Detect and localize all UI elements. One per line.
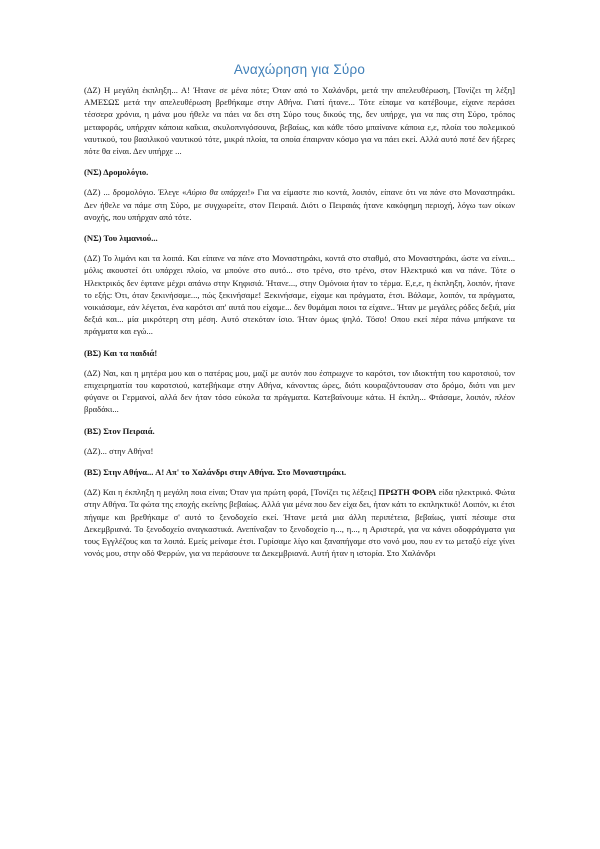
document-body [84,62,515,569]
speaker-line-2: (ΝΣ) Δρομολόγιο. [84,167,149,178]
speaker-line-3: (ΝΣ) Του λιμανιού... [84,233,158,244]
paragraph-6-text-a: (ΔΖ) Και η έκπληξη η μεγάλη ποια είναι; Όταν για πρώτη φορά, [Τονίζει τις λέξεις] [84,487,379,498]
paragraph-2-text-a: (ΔΖ) ... δρομολόγιο. Έλεγε « [84,187,187,198]
paragraph-2 [84,186,515,223]
speaker-line-4: (ΒΣ) Και τα παιδιά! [84,347,158,358]
paragraph-2-text-c: !» Για να είμαστε πιο κοντά, λοιπόν, είπανε ότι να πάνε στο Μοναστηράκι. Δεν ήθελε να πάμε στη Σύρο, με συγχωρείτε, στον Πειραιά. Διότι ο Πειραιάς ήτανε κακόφημη περιοχή, λόγω των οίκων ανοχής, που υπήρχαν από τότε. [84,187,515,222]
paragraph-5: (ΔΖ)... στην Αθήνα! [84,445,154,456]
paragraph-4: (ΔΖ) Ναι, και η μητέρα μου και ο πατέρας μου, μαζί με αυτόν που έσπρωχνε το καρότσι, τον ιδιοκτήτη του καροτσιού, τον επιχειρηματία του καροτσιού, κατεβήκαμε στην Αθήνα, κάνοντας ώρες, διότι κουραζόντουσαν στο δρόμο, διότι ναι μεν φύγανε οι Γερμανοί, αλλά δεν ήταν τόσο εύκολα τα πράγματα. Κατεβαίνουμε κάτω. Η έκπλη... Φτάσαμε, λοιπόν, πλέον βραδάκι... [84,367,515,415]
paragraph-2-italic: Αύριο θα υπάρχει [186,187,248,198]
paragraph-6-emphasis: ΠΡΩΤΗ ΦΟΡΑ [378,487,437,498]
paragraph-3: (ΔΖ) Το λιμάνι και τα λοιπά. Και είπανε να πάνε στο Μοναστηράκι, κοντά στο σταθμό, στο Μοναστηράκι, ώστε να είναι... μόλις ακουστεί ότι υπάρχει πλοίο, να μπούνε στο αυτό... στο τρένο, στο τρένο, στον Ηλεκτρικό και να πάνε. Τότε ο Ηλεκτρικός δεν έφτανε μέχρι απάνω στην Κηφισιά. Ήτανε..., στην Ομόνοια ήταν το τέρμα. Ε,ε,ε, η έκπληξη, λοιπόν, ήτανε το εξής: Ότι, όταν ξεκινήσαμε..., πώς ξεκινήσαμε! Ξεκινήσαμε, είχαμε και πράγματα, έτσι. Βάλαμε, λοιπόν, τα πράγματα, νοικιάσαμε, εάν λέγεται, ένα καρότσι απ' αυτά που είχαμε... δεν θυμάμαι ποιοι τα είχανε.. Ήταν με μεγάλες ρόδες δεξιά, μία δεξιά και... μία μικρότερη στη μέση. Αυτό στεκόταν ίσιο. Ήταν όμως ψηλό. Τόσο! Οπου εκεί πέρα πάνω μπήκανε τα πράγματα και εγώ... [84,253,515,337]
paragraph-6-text-c: είδα ηλεκτρικό. Φώτα στην Αθήνα. Τα φώτα της εποχής εκείνης βεβαίως. Αλλά για μένα που δεν είχα δει, ήταν κάτι το εκπληκτικό! Λοιπόν, κι έτσι πήγαμε και βρεθήκαμε σ' αυτό το ξενοδοχείο εκεί. Ήτανε μετά μια άλλη περιπέτεια, βεβαίως, γιατί πέσαμε στα Δεκεμβριανά. Το ξενοδοχείο αναγκαστικά. Ανεπίναξαν το ξενοδοχείο η..., η..., η Αριστερά, για να κάνει οδοφράγματα για τους Εγγλέζους και τα λοιπά. Εμείς μείναμε έτσι. Γυρίσαμε λίγο και ξαναπήγαμε στο νονό μου, που εν τω μεταξύ είχε γίνει νονός μου, στην οδό Φερρών, για να περάσουνε τα Δεκεμβριανά. Αυτή ήταν η ιστορία. Στο Χαλάνδρι [84,487,515,559]
paragraph-1: (ΔΖ) Η μεγάλη έκπληξη... Α! Ήτανε σε μένα πότε; Όταν από το Χαλάνδρι, μετά την απελευθέρωση, [Τονίζει τη λέξη] ΑΜΕΣΩΣ μετά την απελευθέρωση βρεθήκαμε στην Αθήνα. Γιατί ήτανε... Τότε είπαμε να κατέβουμε, είχανε περάσει τέσσερα χρόνια, η μάνα μου ήθελε να πάει να δει στη Σύρο τους δικούς της, δεν υπήρχε, για να πας στη Σύρο, τρόπος μεταφοράς, υπήρχαν κάποια καΐκια, σκυλοπνιγόσουνα, βεβαίως, και κάθε τόσο μπαίνανε κάποια ε,ε, πλοία του πολεμικού ναυτικού, του βασιλικού ναυτικού τότε, μικρά πλοία, τα οποία έπαιρναν κόσμο για να πάει εκεί. Αλλά αυτό ποτέ δεν ήξερες πότε θα είναι. Δεν υπήρχε ... [84,85,515,157]
speaker-line-6: (ΒΣ) Στην Αθήνα... Α! Απ' το Χαλάνδρι στην Αθήνα. Στο Μοναστηράκι. [84,467,347,478]
paragraph-6 [84,486,515,559]
page-title: Αναχώρηση για Σύρο [233,62,366,77]
speaker-line-5: (ΒΣ) Στον Πειραιά. [84,425,155,436]
